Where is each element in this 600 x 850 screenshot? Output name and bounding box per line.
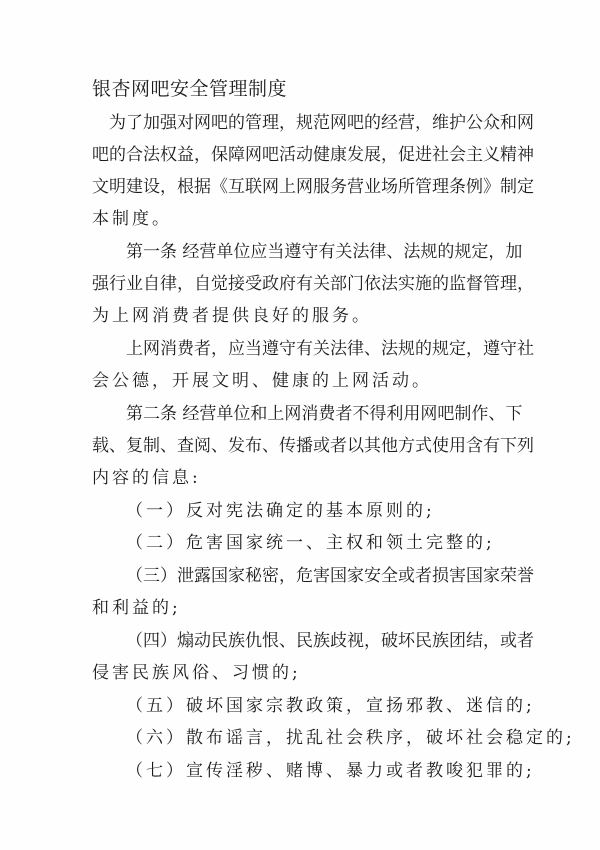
- text-line: 为 了 加 强 对 网 吧 的 管 理 ， 规 范 网 吧 的 经 营 ， 维 护 公 众 和 网: [109, 112, 534, 133]
- text-line: （一）反对宪法确定的基本原则的;: [126, 500, 435, 521]
- text-line: 为上网消费者提供良好的服务。: [92, 305, 372, 326]
- text-line: 强 行 业 自 律 ， 自 觉 接 受 政 府 有 关 部 门 依 法 实 施 的 监 督 管 理 ，: [92, 273, 534, 294]
- document-title: 银杏网吧安全管理制度: [92, 78, 288, 100]
- text-line: 载 、 复 制 、 查 阅 、 发 布 、 传 播 或 者 以 其 他 方 式 使 用 含 有 下 列: [92, 435, 534, 456]
- text-line: （二）危害国家统一、主权和领土完整的;: [126, 532, 495, 553]
- text-line: （ 四 ） 煽 动 民 族 仇 恨 、 民 族 歧 视 ， 破 坏 民 族 团 结 ， 或 者: [126, 630, 534, 651]
- text-line: （ 三 ） 泄 露 国 家 秘 密 ， 危 害 国 家 安 全 或 者 损 害 国 家 荣 誉: [126, 565, 534, 586]
- text-line: （六）散布谣言，扰乱社会秩序，破坏社会稳定的;: [126, 727, 575, 748]
- text-line: 本制度。: [92, 208, 172, 229]
- text-line: 上 网 消 费 者 ， 应 当 遵 守 有 关 法 律 、 法 规 的 规 定 ， 遵 守 社: [126, 338, 534, 359]
- text-line: （五）破坏国家宗教政策，宣扬邪教、迷信的;: [126, 695, 535, 716]
- text-line: 会公德，开展文明、健康的上网活动。: [92, 370, 432, 391]
- text-line: （七）宣传淫秽、赌博、暴力或者教唆犯罪的;: [126, 760, 535, 781]
- text-line: 和利益的;: [92, 597, 181, 618]
- text-line: 文 明 建 设 ， 根 据 《 互 联 网 上 网 服 务 营 业 场 所 管 理 条 例 》 制 定: [92, 176, 534, 197]
- text-line: 第 一 条 经 营 单 位 应 当 遵 守 有 关 法 律 、 法 规 的 规 定 ， 加: [126, 241, 523, 262]
- text-line: 第 二 条 经 营 单 位 和 上 网 消 费 者 不 得 利 用 网 吧 制 作 、 下: [126, 403, 523, 424]
- text-line: 侵害民族风俗、习惯的;: [92, 662, 301, 683]
- text-line: 吧 的 合 法 权 益 ， 保 障 网 吧 活 动 健 康 发 展 ， 促 进 社 会 主 义 精 神: [92, 144, 534, 165]
- text-line: 内容的信息:: [92, 467, 201, 488]
